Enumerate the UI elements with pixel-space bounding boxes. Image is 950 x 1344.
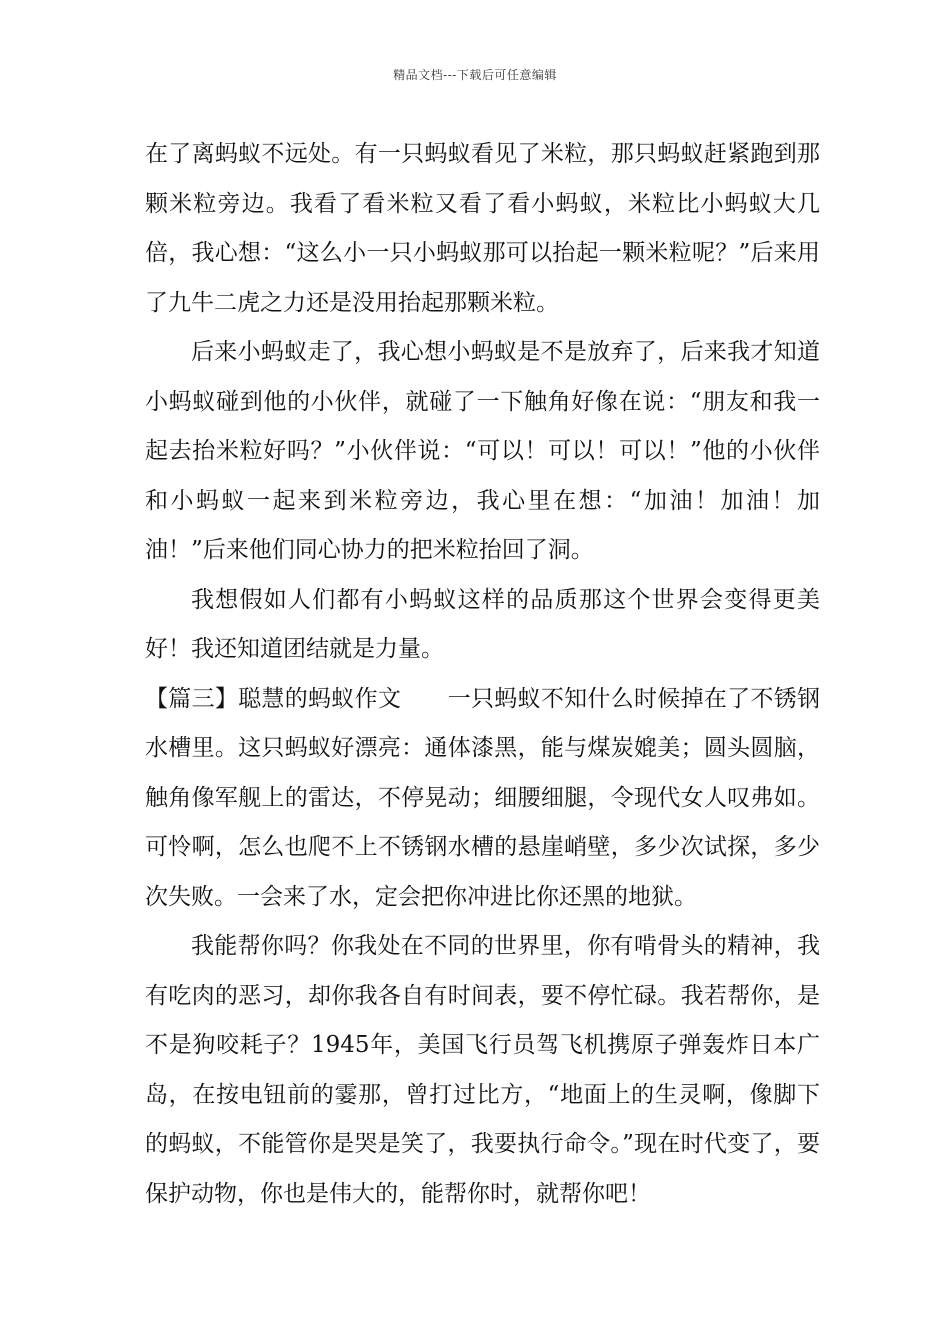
document-body	[145, 130, 820, 1219]
paragraph: 我能帮你吗？你我处在不同的世界里，你有啃骨头的精神，我有吃肉的恶习，却你我各自有时间表，要不停忙碌。我若帮你，是不是狗咬耗子？1945年，美国飞行员驾飞机携原子弹轰炸日本广岛，在按电钮前的霎那，曾打过比方，“地面上的生灵啊，像脚下的蚂蚁，不能管你是哭是笑了，我要执行命令。”现在时代变了，要保护动物，你也是伟大的，能帮你时，就帮你吧！	[145, 933, 820, 1207]
page-header: 精品文档---下载后可任意编辑	[393, 68, 557, 82]
paragraph: 我想假如人们都有小蚂蚁这样的品质那这个世界会变得更美好！我还知道团结就是力量。	[145, 586, 820, 662]
paragraph: 后来小蚂蚁走了，我心想小蚂蚁是不是放弃了，后来我才知道小蚂蚁碰到他的小伙伴，就碰了一下触角好像在说：“朋友和我一起去抬米粒好吗？”小伙伴说：“可以！可以！可以！”他的小伙伴和小蚂蚁一起来到米粒旁边，我心里在想：“加油！加油！加油！”后来他们同心协力的把米粒抬回了洞。	[145, 339, 820, 563]
paragraph-continuation: 在了离蚂蚁不远处。有一只蚂蚁看见了米粒，那只蚂蚁赶紧跑到那颗米粒旁边。我看了看米粒又看了看小蚂蚁，米粒比小蚂蚁大几倍，我心想：“这么小一只小蚂蚁那可以抬起一颗米粒呢？”后来用了九牛二虎之力还是没用抬起那颗米粒。	[145, 141, 820, 316]
section-paragraph: 【篇三】聪慧的蚂蚁作文 一只蚂蚁不知什么时候掉在了不锈钢水槽里。这只蚂蚁好漂亮：通体漆黑，能与煤炭媲美；圆头圆脑，触角像军舰上的雷达，不停晃动；细腰细腿，令现代女人叹弗如。可怜啊，怎么也爬不上不锈钢水槽的悬崖峭壁，多少次试探，多少次失败。一会来了水，定会把你冲进比你还黑的地狱。	[145, 685, 820, 910]
